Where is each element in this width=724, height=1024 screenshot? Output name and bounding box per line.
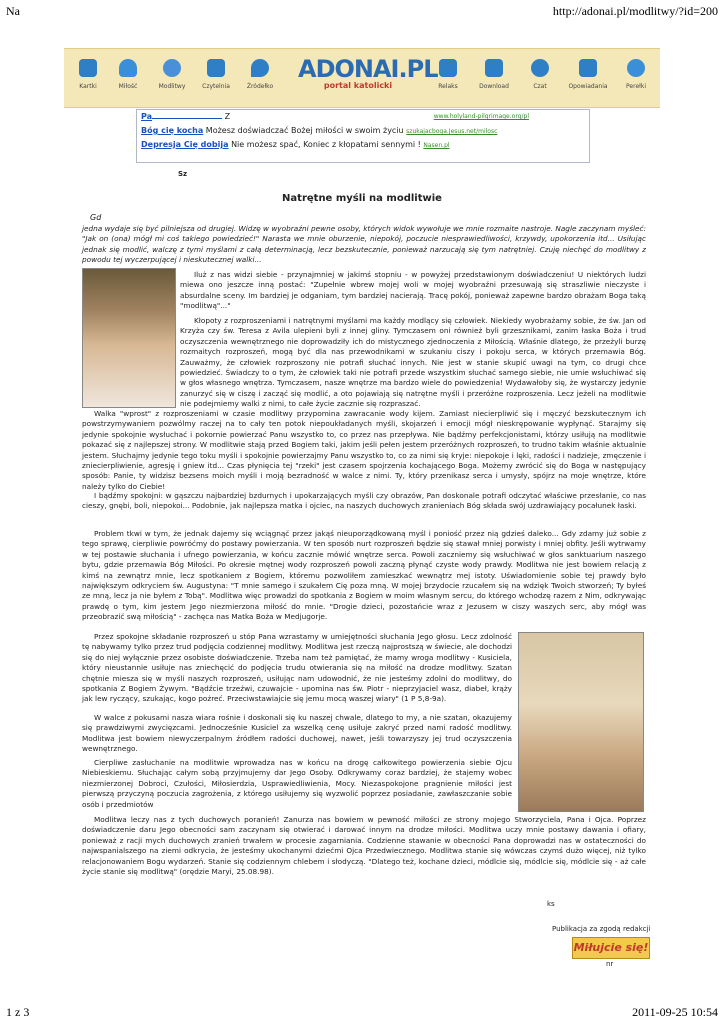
browser-header-title: Na [6,4,20,18]
chat-icon [531,59,549,77]
ad-2-url[interactable]: szukajacboga.Jesus.net/milosc [406,128,498,135]
deckchair-icon [439,59,457,77]
ad-3-title[interactable]: Depresja Cię dobija [141,140,229,149]
section-label: Sz [178,170,188,178]
article-title: Natrętne myśli na modlitwie [282,193,442,204]
download-icon [485,59,503,77]
paragraph-4: Walka "wprost" z rozproszeniami w czasie modlitwy przypomina zawracanie wody kijem. Zamiast niecierpliwić się i męczyć bezskutecznym ich powstrzymywaniem pozwólmy raczej na to cały ten potok niepoukładanych myśli, skojarzeń i emocji mógł nieskrępowanie wypłynąć. Starajmy się jedynie spokojnie wysłuchać i pokornie powierzać Panu wszystko to, co przez nas przepływa. Nie bądźmy perfekcjonistami, którzy usiłują na modlitwie pokazać się z najlepszej strony. W modlitwie stają przed Bogiem taki, jakim jeśli pełen jestem przeróżnych rozproszeń, to trudno takim właśnie aktualnie jestem. Słuchajmy jedynie tego toku myśli i spokojnie powierzajmy Panu wszystko to, co za nimi się kryje: niepokoje i lęki, radości i nadzieje, zmęczenie i zniecierpliwienie, agresję i gniew itd... Czas płynięcia tej "rzeki" jest czasem spojrzenia kochającego Boga. Możemy zwrócić się do Boga w następujący sposób: Panie, ty widzisz bezsens moich myśli i moją bezradność w walce z nimi. Ty, który przenikasz serca i umysły, spójrz na moje wnętrze, które należy tylko do Ciebie! [82,409,646,491]
nav-opowiadania[interactable]: Opowiadania [568,59,608,90]
book-icon [207,59,225,77]
sun-icon [163,59,181,77]
ad-1-url[interactable]: www.holyland-pilgrimage.org/pl [433,113,529,120]
milujcie-sie-logo[interactable]: Miłujcie się! [572,937,650,959]
ad-1-title[interactable]: Pa [141,112,153,121]
elderly-man-photo [518,632,644,812]
nav-czat[interactable]: Czat [520,59,560,90]
paragraph-5: I bądźmy spokojni: w gąszczu najbardziej bzdurnych i upokarzających myśli czy obrazów, Pan doskonale potrafi odczytać właściwe przesłanie, co nas cieszy, gnębi, boli, niepokoi... Podobnie, jak najlepsza matka i ojciec, na naszych duchowych zranieniach Bóg składa swój uzdrawiający pocałunek łaski. [82,491,646,511]
browser-footer-date: 2011-09-25 10:54 [632,1005,718,1019]
paragraph-9: Cierpliwe zasłuchanie na modlitwie wprowadza nas w końcu na drogę całkowitego powierzenia siebie Ojcu Niebieskiemu. Słuchając całym sobą przyjmujemy dar Jego Osoby. Odkrywamy coraz bardziej, że stajemy wobec niezmierzonej Dobroci, Czułości, Miłosierdzia, Usprawiedliwienia, Mocy. Niezaspokojone pragnienie miłości jest pierwszą przyczyną poczucia zagrożenia, z którego usiłujemy się wyzwolić poprzez posiadanie, zawłaszczanie sobie osób i przedmiotów [82,758,512,809]
ad-2[interactable] [141,126,497,135]
publication-note: Publikacja za zgodą redakcji [552,925,651,933]
browser-header-url: http://adonai.pl/modlitwy/?id=200 [552,4,718,18]
paragraph-3: Kłopoty z rozproszeniami i natrętnymi myślami ma każdy modlący się człowiek. Niekiedy wyobrażamy sobie, że św. Jan od Krzyża czy św. Teresa z Avila ulepieni byli z innej gliny. Tymczasem oni również byli grzesznikami, zanim łaska Boża i trud oczyszczenia wewnętrznego nie doprowadziły ich do mistycznego zjednoczenia z Miłością. Właśnie dlatego, że przeżyli burzę rozmaitych rozproszeń, mogą być dla nas przewodnikami w szukaniu ciszy i pokoju serca, w których przemawia Bóg. Zauważmy, że człowiek rozproszony nie potrafi słuchać innych. Nie jest w stanie skupić uwagi na tym, co drugi chce powiedzieć. Świadczy to o tym, że człowiek taki nie potrafi przede wszystkim słuchać samego siebie, nie umie wsłuchiwać się w głos własnego wnętrza. Tymczasem, nasze wnętrze ma bardzo wiele do powiedzenia! Wydawałoby się, że wystarczy jedynie zanurzyć się w ciszę i zacząć się modlić, a oto pojawiają się natrętne myśli i przeróżne rozproszenia. Lecz jeżeli na modlitwie nie podejmiemy walki z nimi, to całe życie zacznie się rozpraszać. [180,316,646,409]
ad-2-text: Możesz doświadczać Bożej miłości w swoim życiu [205,126,404,135]
site-logo[interactable]: ADONAI.PL portal katolicki [298,55,438,90]
author-initials: ks [547,900,555,908]
nav-milosc[interactable]: Miłość [108,59,148,90]
nav-czytelnia[interactable]: Czytelnia [196,59,236,90]
drop-icon [251,59,269,77]
paragraph-8: W walce z pokusami nasza wiara rośnie i doskonali się ku naszej chwale, dlatego to my, a nie szatan, okazujemy się prawdziwymi zwycięzcami. Jednocześnie Kusiciel za wszelką cenę usiłuje zakryć przed nami radość modlitwy. Modlitwa jest bowiem niewyczerpalnym źródłem radości duchowej, nawet, jeśli towarzyszy jej trud oczyszczenia wewnętrznego. [82,713,512,754]
nav-perelki[interactable]: Perełki [616,59,656,90]
paragraph-10: Modlitwa leczy nas z tych duchowych poranień! Zanurza nas bowiem w pewność miłości ze strony mojego Stworzyciela, Pana i Ojca. Poprzez doświadczenie daru Jego obecności sam zaczynam się otwierać i darować innym na drodze miłości. Modlitwa uczy mnie postawy dawania i ofiary, ponieważ z racji mych duchowych zranień trwałem w procesie zagarniania. Codzienne stawanie w obecności Pana doprowadzi nas w ostateczności do najwspanialszego na ziemi odkrycia, że jesteśmy ukochanymi dziećmi Ojca Przedwiecznego. Modlitwa stanie się wówczas czymś dużo więcej, niż tylko relacjonowaniem Bogu wydarzeń. Stanie się codziennym chlebem i słodyczą. "Dlatego też, kochane dzieci, módlcie się, módlcie się, módlcie się - aż całe życie stanie się modlitwą" (orędzie Maryi, 25.08.98). [82,815,646,877]
issue-number: nr [606,960,614,968]
ad-box [136,109,590,163]
heart-icon [119,59,137,77]
paragraph-6: Problem tkwi w tym, że jednak dajemy się wciągnąć przez jakąś nieuporządkowaną myśl i poniość przez nią gdzieś daleko... Gdy zdamy już sobie z tego sprawę, cierpliwie powróćmy do postawy powierzania. W ten sposób nurt rozproszeń będzie się stawał mniej porwisty i mniej obfity. Jeśli wytrwamy w tej postawie słuchania i ufnego powierzania, w końcu zacznie mówić wnętrze serca. Powoli zaczniemy się wsłuchiwać w głos sanktuarium naszego bytu, gdzie przemawia Bóg Miłości. Po okresie mętnej wody rozproszeń powoli zaczną płynąć czyste wody prawdy. Modlitwa nie jest bowiem relacją z kimś na zewnątrz mnie, lecz spotkaniem z Bogiem, któremu pozwoliłem zamieszkać wewnątrz mej istoty. Uświadomienie sobie tej prawdy było największym odkryciem św. Augustyna: "T mnie samego i szukałem Cię poza mną. W mojej brzydocie rzucałem się na wdzięk Twoich stworzeń; Ty byłeś ze mną, lecz ja nie byłem z Tobą". Modlitwa więc prowadzi do spotkania z Bogiem w moim własnym sercu, do którego wchodzę razem z Nim, odkrywając prawdę o tym, kim jestem Jego niezmierzona miłość do mnie. "Drogie dzieci, pozostańcie wraz z Jezusem w ciszy waszych serc, aby mógł was przeobrazić swą miłością" - zachęca nas Matka Boża w Medjugorje. [82,529,646,622]
ad-1[interactable] [141,112,230,121]
nav-modlitwy[interactable]: Modlitwy [152,59,192,90]
paragraph-2: Iluż z nas widzi siebie - przynajmniej w jakimś stopniu - w powyżej przedstawionym doświadczeniu! U niektórych ludzi miewa ono jeszcze inną postać: "Zupełnie wbrew mojej woli w mojej wyobraźni przesuwają się straszliwie nieczyste i absurdalne sceny. Im bardziej je odganiam, tym bardziej nacierają. Tracę pokój, ponieważ zapewne bardzo obrażam Boga taką "modlitwą"..." [180,270,646,311]
paragraph-1: jedna wydaje się być pilniejsza od drugiej. Widzę w wyobraźni pewne osoby, których widok wywołuje we mnie rozmaite nastroje. Nagle zaczynam myśleć: "Jak on (ona) mógł mi coś takiego powiedzieć!" Narasta we mnie oburzenie, niepokój, poczucie niesprawiedliwości, krzywdy, upokorzenia itd... Usiłując jednak się modlić, walczę z tymi myślami z całą determinacją, lecz bezskutecznie, ponieważ narzucają się tym natrętniej. Czuję niechęć do modlitwy z powodu tej wyczerpującej i nieskutecznej walki... [82,224,646,265]
open-book-icon [579,59,597,77]
browser-footer-page: 1 z 3 [6,1005,30,1019]
woman-photo [82,268,176,408]
ad-3-text: Nie możesz spać, Koniec z kłopatami sennymi ! [231,140,421,149]
pearl-icon [627,59,645,77]
ad-1-text: Z [224,112,231,121]
ad-3-url[interactable]: Nasen.pl [423,142,450,149]
site-banner [64,48,660,108]
cards-icon [79,59,97,77]
paragraph-7: Przez spokojne składanie rozproszeń u stóp Pana wzrastamy w umiejętności słuchania Jego głosu. Lecz zdolność tę nabywamy tylko przez trud podjęcia codziennej modlitwy. Modlitwa jest rzeczą najprostszą w świecie, ale dochodzi się do niej wyłącznie przez osobiste doświadczenie. Trzeba nam też pamiętać, że mamy wroga modlitwy - Kusiciela, który nieustannie usiłuje nas zniechęcić do podjęcia trudu otwierania się na miłość na drodze modlitwy. Szatan chętnie miesza się w myśli naszych rozproszeń, usiłując nam udowodnić, że nie jesteśmy zdolni do modlitwy, do spotkania Z Bogiem Żywym. "Bądźcie trzeźwi, czuwajcie - upomina nas św. Piotr - nieprzyjaciel wasz, diabeł, krąży jak lew ryczący, szukając, kogo pożreć. Przeciwstawiajcie się jemu mocą waszej wiary" (1 P 5,8-9a). [82,632,512,704]
article-lead: Gd [90,213,102,222]
ad-3[interactable] [141,140,450,149]
nav-download[interactable]: Download [474,59,514,90]
nav-kartki[interactable]: Kartki [68,59,108,90]
nav-zrodelko[interactable]: Źródełko [240,59,280,90]
ad-2-title[interactable]: Bóg cię kocha [141,126,204,135]
nav-relaks[interactable]: Relaks [428,59,468,90]
